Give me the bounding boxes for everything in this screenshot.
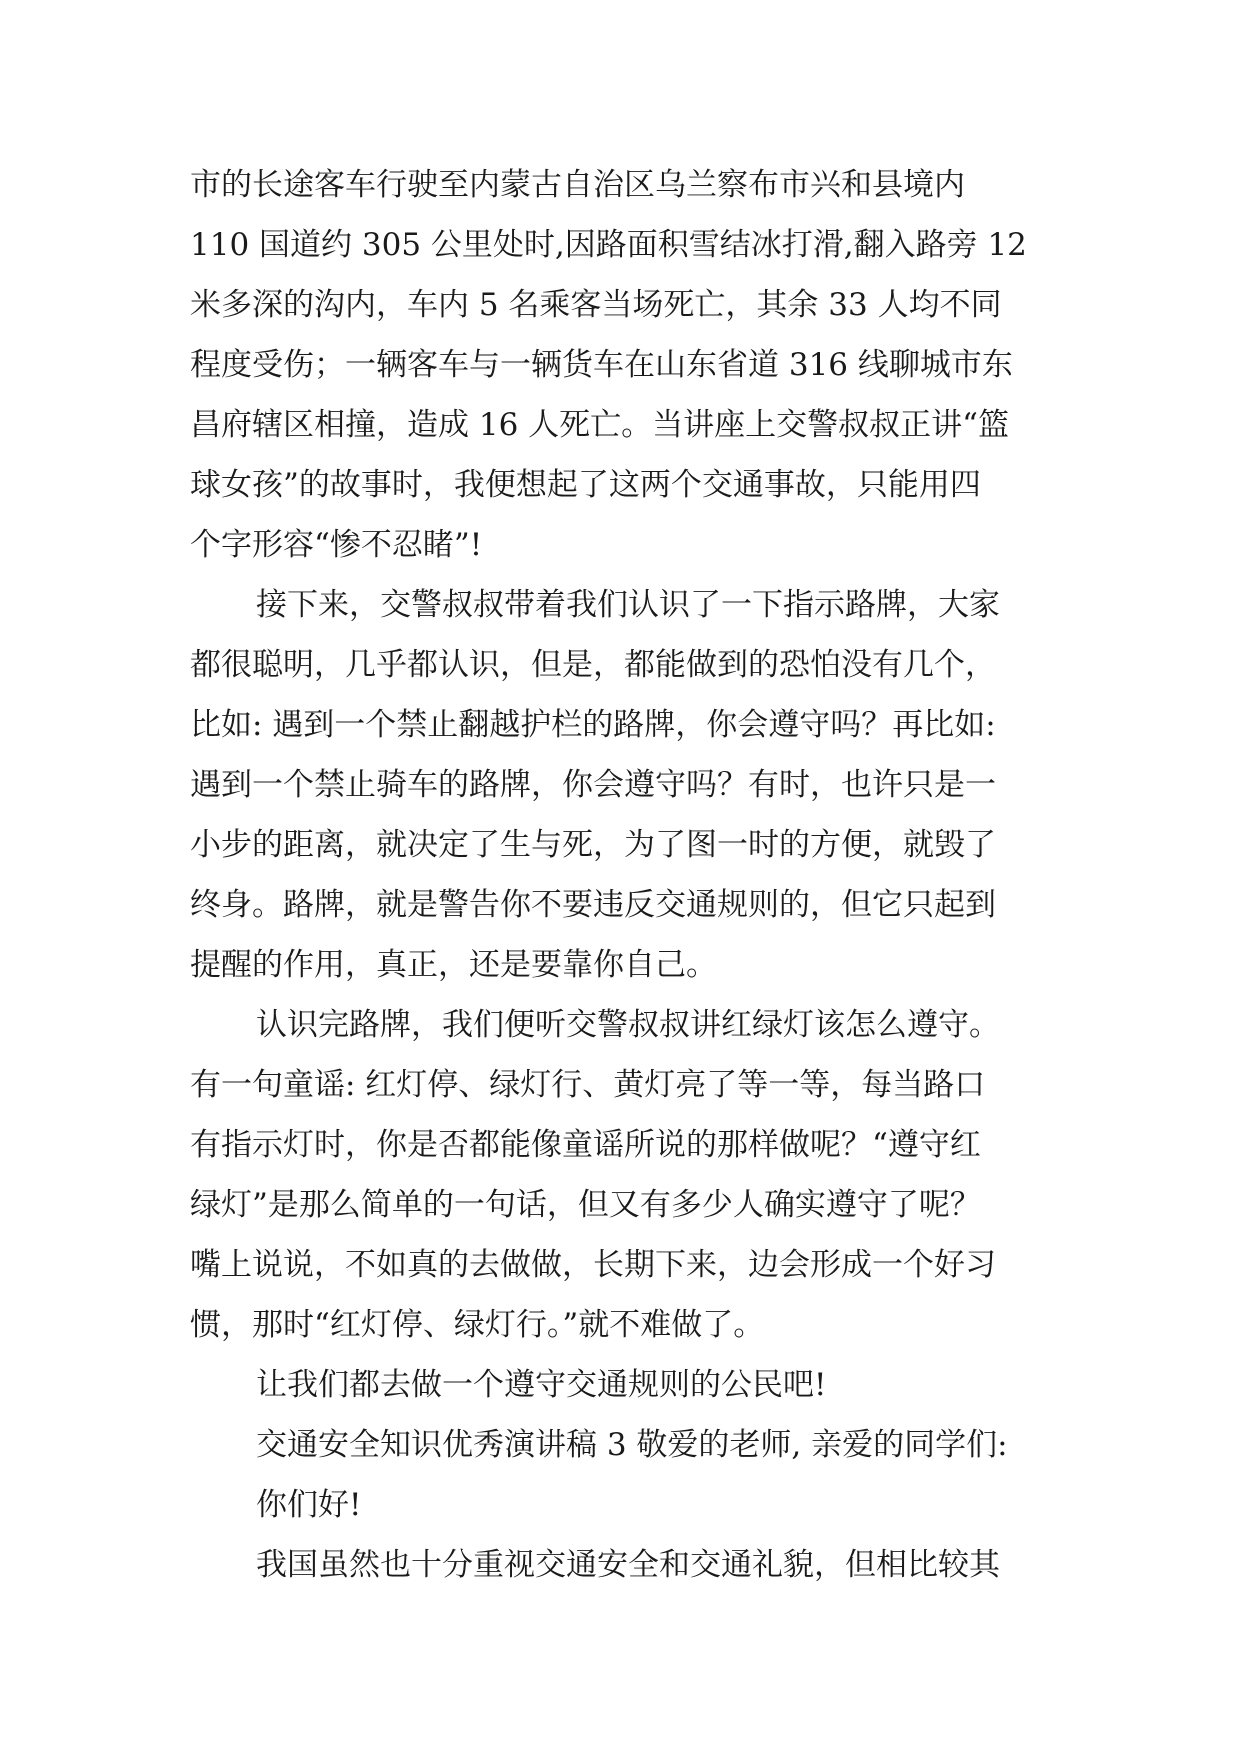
text-line: 个字形容“惨不忍睹”! — [190, 527, 483, 563]
text-line: 遇到一个禁止骑车的路牌，你会遵守吗？有时，也许只是一 — [190, 767, 996, 803]
text-line: 都很聪明，几乎都认识，但是，都能做到的恐怕没有几个， — [190, 647, 996, 683]
text-line: 惯，那时“红灯停、绿灯行。”就不难做了。 — [190, 1307, 765, 1343]
text-line: 绿灯”是那么简单的一句话，但又有多少人确实遵守了呢？ — [190, 1187, 981, 1223]
text-line: 110 国道约 305 公里处时,因路面积雪结冰打滑,翻入路旁 12 — [190, 227, 1027, 263]
text-line: 市的长途客车行驶至内蒙古自治区乌兰察布市兴和县境内 — [190, 167, 965, 203]
paragraph-start-line: 认识完路牌，我们便听交警叔叔讲红绿灯该怎么遵守。 — [256, 1007, 1000, 1043]
text-line: 球女孩”的故事时，我便想起了这两个交通事故，只能用四 — [190, 467, 981, 503]
paragraph-start-line: 接下来，交警叔叔带着我们认识了一下指示路牌，大家 — [256, 587, 1000, 623]
document-body — [190, 155, 1070, 1595]
text-line: 程度受伤；一辆客车与一辆货车在山东省道 316 线聊城市东 — [190, 347, 1013, 383]
paragraph-start-line: 你们好! — [256, 1487, 362, 1523]
text-line: 比如: 遇到一个禁止翻越护栏的路牌，你会遵守吗？再比如: — [190, 707, 996, 743]
text-line: 小步的距离，就决定了生与死，为了图一时的方便，就毁了 — [190, 827, 996, 863]
text-line: 昌府辖区相撞，造成 16 人死亡。当讲座上交警叔叔正讲“篮 — [190, 407, 1009, 443]
text-line: 嘴上说说，不如真的去做做，长期下来，边会形成一个好习 — [190, 1247, 996, 1283]
paragraph-start-line: 让我们都去做一个遵守交通规则的公民吧! — [256, 1367, 827, 1403]
paragraph-start-line: 交通安全知识优秀演讲稿 3 敬爱的老师, 亲爱的同学们: — [256, 1427, 1008, 1463]
text-line: 有指示灯时，你是否都能像童谣所说的那样做呢？“遵守红 — [190, 1127, 981, 1163]
text-line: 提醒的作用，真正，还是要靠你自己。 — [190, 947, 717, 983]
text-line: 米多深的沟内，车内 5 名乘客当场死亡，其余 33 人均不同 — [190, 287, 1002, 323]
paragraph-start-line: 我国虽然也十分重视交通安全和交通礼貌，但相比较其 — [256, 1547, 1000, 1583]
text-line: 终身。路牌，就是警告你不要违反交通规则的，但它只起到 — [190, 887, 996, 923]
text-line: 有一句童谣: 红灯停、绿灯行、黄灯亮了等一等，每当路口 — [190, 1067, 986, 1103]
